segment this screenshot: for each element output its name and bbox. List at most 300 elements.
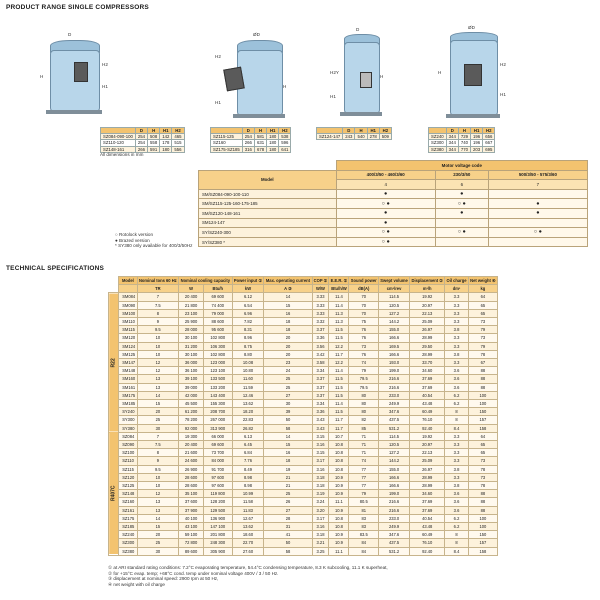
tech-row (109, 309, 498, 317)
tech-header-cell: Net weight ④ (470, 278, 496, 284)
tech-model-cell: SZ148 (119, 490, 137, 498)
tech-value-cell: 3.33 (312, 309, 329, 317)
dim-value-cell: 540 (355, 134, 367, 140)
tech-row (109, 375, 498, 383)
dim-value-cell: 266 (242, 140, 254, 146)
tech-model-cell: SZ110 (119, 457, 137, 465)
tech-value-cell: 26 900 (179, 465, 204, 473)
dim-value-cell: 591 (148, 146, 160, 152)
tech-value-cell: 83 (349, 523, 379, 531)
tech-value-cell: 8 (137, 449, 179, 457)
tech-header-cell: Swept volume (380, 278, 408, 284)
tech-value-cell: 13 (137, 498, 179, 506)
tech-value-cell: 347.6 (379, 408, 410, 416)
tech-model-cell: SZ161 (119, 506, 137, 514)
tech-value-cell: 59 100 (179, 531, 204, 539)
tech-value-cell: 80 (349, 408, 379, 416)
tech-value-cell: 97 600 (204, 473, 233, 481)
dim-value-cell: 180 (267, 140, 279, 146)
tech-value-cell: 45 500 (179, 400, 204, 408)
tech-value-cell: 12.46 (232, 391, 264, 399)
tech-row (109, 359, 498, 367)
tech-value-cell: 79 000 (204, 309, 233, 317)
tech-corner-cell (109, 285, 119, 293)
tech-value-cell: 13 (137, 506, 179, 514)
tech-value-cell: 8 (137, 309, 179, 317)
tech-header-cell: Power input ① (233, 278, 263, 284)
tech-model-cell: SM124 (119, 342, 137, 350)
tech-value-cell: 18.20 (232, 408, 264, 416)
tech-value-cell: 10.8 (329, 523, 349, 531)
tech-unit-cell: W (179, 285, 204, 293)
tech-value-cell: 11.83 (232, 506, 264, 514)
tech-value-cell: 22.13 (410, 449, 445, 457)
tech-value-cell: 88 (468, 490, 497, 498)
dim-value-cell: 695 (483, 146, 495, 152)
tech-value-cell: 23 (264, 359, 312, 367)
tech-value-cell: 22.70 (232, 539, 264, 547)
tech-row (109, 367, 498, 375)
tech-value-cell: 80.5 (349, 498, 379, 506)
tech-value-cell: 80 (349, 391, 379, 399)
motor-voltage-cell: 500/3/50 - 575/3/60 (488, 170, 587, 180)
tech-value-cell: 65 (468, 449, 497, 457)
tech-value-cell: 92 000 (179, 424, 204, 432)
dim-value-cell: 740 (458, 140, 470, 146)
label-h1: H1 (215, 100, 221, 105)
tech-value-cell: 3.37 (312, 326, 329, 334)
tech-value-cell: 133 200 (204, 383, 233, 391)
label-h1: H1 (330, 94, 336, 99)
dim-value-cell: 254 (135, 134, 147, 140)
tech-value-cell: 25.09 (410, 457, 445, 465)
tech-value-cell: 11.7 (329, 424, 349, 432)
tech-model-cell: SM125 (119, 350, 137, 358)
dim-value-cell: 196 (471, 134, 483, 140)
tech-value-cell: 127.2 (379, 449, 410, 457)
tech-value-cell: 30 (137, 424, 179, 432)
tech-model-cell: SM160 (119, 375, 137, 383)
tech-value-cell: 60.49 (410, 531, 445, 539)
tech-value-cell: 128 200 (204, 498, 233, 506)
tech-value-cell: 158 (468, 547, 497, 555)
tech-value-cell: 24 (264, 367, 312, 375)
tech-unit-cell: kg (468, 285, 497, 293)
dim-model-cell: SZ175-SZ185 (211, 146, 243, 152)
tech-value-cell: 72 800 (179, 539, 204, 547)
dim-model-cell: SZ124-147 (317, 134, 343, 140)
tech-value-cell: 39 100 (179, 375, 204, 383)
dim-value-cell: 508 (148, 134, 160, 140)
tech-model-cell: SM175 (119, 391, 137, 399)
tech-header-cell: COP ① (313, 278, 328, 284)
tech-model-cell: SY300 (119, 416, 137, 424)
tech-value-cell: 79 (349, 490, 379, 498)
tech-value-cell: 83 (349, 514, 379, 522)
tech-value-cell: 76 (349, 350, 379, 358)
tech-value-cell: 8.98 (232, 482, 264, 490)
tech-value-cell: 76.10 (410, 539, 445, 547)
tech-value-cell: 28 600 (179, 482, 204, 490)
dim-value-cell: 558 (148, 140, 160, 146)
tech-value-cell: 3.6 (445, 383, 469, 391)
tech-value-cell: 25 900 (179, 318, 204, 326)
dim-value-cell: 770 (458, 146, 470, 152)
tech-value-cell: 10 (137, 473, 179, 481)
dim-model-cell: SZ148-161 (101, 146, 136, 152)
tech-value-cell: 19.92 (410, 293, 445, 301)
tech-value-cell: 3.25 (312, 547, 329, 555)
tech-value-cell: 10.7 (329, 432, 349, 440)
tech-value-cell: 18 (264, 326, 312, 334)
tech-row (109, 531, 498, 539)
dim-value-cell: 316 (242, 146, 254, 152)
motor-voltage-cell: 230/3/50 (435, 170, 488, 180)
tech-value-cell: 80 (349, 400, 379, 408)
motor-mark-cell: ● (336, 208, 435, 218)
dim-value-cell: 667 (483, 140, 495, 146)
tech-model-cell: SM100 (119, 309, 137, 317)
tech-value-cell: 39 (264, 408, 312, 416)
tech-value-cell: 3.37 (312, 383, 329, 391)
tech-row (109, 326, 498, 334)
tech-value-cell: 43.48 (410, 400, 445, 408)
tech-value-cell: 28.99 (410, 350, 445, 358)
tech-value-cell: 233.0 (379, 391, 410, 399)
motor-mark-cell (435, 237, 488, 247)
tech-value-cell: 3.8 (445, 350, 469, 358)
tech-value-cell: 3.3 (445, 293, 469, 301)
tech-value-cell: 78 200 (179, 416, 204, 424)
tech-value-cell: 10 (137, 334, 179, 342)
tech-value-cell: 136 900 (204, 514, 233, 522)
dim-value-cell: 678 (254, 146, 266, 152)
tech-value-cell: 8.4 (445, 424, 469, 432)
tech-value-cell: 347.6 (379, 531, 410, 539)
tech-value-cell: 23 100 (179, 309, 204, 317)
tech-value-cell: 65 (468, 441, 497, 449)
tech-value-cell: 14 (137, 391, 179, 399)
tech-value-cell: 26 (264, 498, 312, 506)
legend-brazed: ● Brazed version (115, 237, 150, 243)
tech-value-cell: 28.99 (410, 334, 445, 342)
tech-value-cell: 3.20 (312, 506, 329, 514)
tech-value-cell: 11.5 (329, 408, 349, 416)
compressor-drawing-1 (40, 32, 110, 120)
tech-value-cell: 157 (468, 539, 497, 547)
tech-value-cell: 11.7 (329, 350, 349, 358)
motor-row (199, 189, 588, 199)
tech-value-cell: 3.6 (445, 498, 469, 506)
tech-value-cell: 37 900 (179, 506, 204, 514)
tech-header-cell: Max. operating current (265, 278, 311, 284)
tech-value-cell: 15 (137, 523, 179, 531)
tech-value-cell: 34.60 (410, 490, 445, 498)
tech-value-cell: 78 (468, 350, 497, 358)
tech-value-cell: 70 (349, 309, 379, 317)
tech-value-cell: 3.6 (445, 506, 469, 514)
tech-value-cell: 97 600 (204, 482, 233, 490)
tech-model-cell: SZ185 (119, 523, 137, 531)
tech-value-cell: 28.99 (410, 473, 445, 481)
tech-value-cell: 37 600 (179, 498, 204, 506)
tech-value-cell: 10.9 (329, 482, 349, 490)
tech-value-cell: 20 (264, 350, 312, 358)
tech-value-cell: 216.6 (379, 383, 410, 391)
tech-value-cell: 79.5 (349, 383, 379, 391)
tech-value-cell: 267 000 (204, 416, 233, 424)
tech-value-cell: 79 (468, 326, 497, 334)
tech-value-cell: 102 800 (204, 350, 233, 358)
tech-model-cell: SZ160 (119, 498, 137, 506)
tech-value-cell: 3.33 (312, 301, 329, 309)
label-h2: H2 (500, 62, 506, 67)
tech-value-cell: 216.6 (379, 506, 410, 514)
dim-header-cell: D (242, 128, 254, 134)
tech-value-cell: 12.67 (232, 514, 264, 522)
dim-table-2 (210, 127, 291, 153)
motor-code-cell: 6 (435, 180, 488, 190)
tech-value-cell: 10.80 (232, 367, 264, 375)
tech-value-cell: 193.0 (379, 359, 410, 367)
dim-model-cell: SZ300 (429, 140, 447, 146)
tech-row (109, 424, 498, 432)
tech-value-cell: 67 (468, 359, 497, 367)
tech-value-cell: 3.8 (445, 482, 469, 490)
tech-value-cell: 166.6 (379, 350, 410, 358)
label-h1: H1 (102, 84, 108, 89)
dim-header-cell: H (148, 128, 160, 134)
tech-row (109, 457, 498, 465)
tech-model-cell: SZ120 (119, 473, 137, 481)
tech-value-cell: 26.97 (410, 465, 445, 473)
motor-mark-cell: ● (488, 199, 587, 209)
tech-value-cell: 3.43 (312, 416, 329, 424)
motor-mark-cell: ○ ● (488, 228, 587, 238)
tech-value-cell: 100 (468, 391, 497, 399)
motor-voltage-row (199, 170, 588, 180)
tech-value-cell: 216.6 (379, 375, 410, 383)
dim-value-cell: 729 (458, 134, 470, 140)
tech-value-cell: 233.0 (379, 514, 410, 522)
tech-value-cell: 64 (468, 293, 497, 301)
tech-value-cell: 92.40 (410, 424, 445, 432)
motor-row (199, 228, 588, 238)
tech-value-cell: 11.4 (329, 301, 349, 309)
tech-value-cell: 114.5 (379, 432, 410, 440)
tech-row (109, 523, 498, 531)
tech-value-cell: 12.2 (329, 359, 349, 367)
tech-model-cell: SZ300 (119, 539, 137, 547)
tech-value-cell: 10.8 (329, 449, 349, 457)
tech-value-cell: 19.92 (410, 432, 445, 440)
tech-value-cell: 25 (264, 383, 312, 391)
dim-header-cell: H1 (471, 128, 483, 134)
tech-value-cell: 20 400 (179, 293, 204, 301)
motor-voltage-table (198, 160, 588, 247)
tech-value-cell: 3.16 (312, 465, 329, 473)
tech-value-cell: 73 (468, 334, 497, 342)
tech-value-cell: 25 (264, 490, 312, 498)
tech-value-cell: 61 200 (179, 408, 204, 416)
motor-model-cell: SM/SZ120-148-161 (199, 208, 337, 218)
tech-value-cell: 3.3 (445, 342, 469, 350)
tech-value-cell: 11.3 (329, 318, 349, 326)
motor-model-label: Model (199, 170, 337, 189)
motor-mark-cell: ● (435, 208, 488, 218)
tech-value-cell: 73 (468, 473, 497, 481)
tech-value-cell: 3.42 (312, 350, 329, 358)
tech-value-cell: 20.97 (410, 301, 445, 309)
tech-value-cell: 88 600 (204, 318, 233, 326)
tech-value-cell: 64 (468, 432, 497, 440)
tech-value-cell: 7.5 (137, 301, 179, 309)
dim-model-cell: SZ160 (211, 140, 243, 146)
tech-value-cell: 14 (264, 432, 312, 440)
tech-value-cell: 133 500 (204, 375, 233, 383)
tech-value-cell: 10 (137, 350, 179, 358)
tech-value-cell: 13 (137, 383, 179, 391)
tech-value-cell: 69 600 (204, 293, 233, 301)
tech-unit-cell: dm³ (445, 285, 469, 293)
tech-value-cell: 3.33 (312, 293, 329, 301)
tech-value-cell: 6.2 (445, 523, 469, 531)
motor-mark-cell: ○ ● (336, 199, 435, 209)
tech-value-cell: 10.9 (329, 539, 349, 547)
footnote-2: ② for +15°C evap. temp; +68°C cond. temp under nominal voltage 400V / 3 / 50 Hz. (108, 570, 279, 576)
label-h2: H2 (215, 54, 221, 59)
tech-model-cell: SZ380 (119, 547, 137, 555)
tech-value-cell: 11.1 (329, 498, 349, 506)
legend-rotolock: ○ Rotolock version (115, 232, 154, 237)
tech-value-cell: 8.75 (232, 342, 264, 350)
tech-model-cell: SZ090 (119, 441, 137, 449)
tech-value-cell: 3.3 (445, 449, 469, 457)
motor-mark-cell (488, 218, 587, 228)
tech-value-cell: 3.36 (312, 334, 329, 342)
dim-header-cell: H2 (172, 128, 184, 134)
tech-value-cell: 21 800 (179, 301, 204, 309)
tech-value-cell: 11.60 (232, 375, 264, 383)
dim-row (429, 140, 495, 146)
motor-model-cell: SM/SZ115-125-160-175-185 (199, 199, 337, 209)
tech-value-cell: 11.5 (329, 326, 349, 334)
tech-value-cell: 6.96 (232, 309, 264, 317)
tech-value-cell: 100 (468, 523, 497, 531)
tech-value-cell: 10.8 (329, 514, 349, 522)
tech-value-cell: 144.2 (379, 318, 410, 326)
tech-value-cell: 6.2 (445, 514, 469, 522)
tech-value-cell: 10.8 (329, 465, 349, 473)
tech-value-cell: 10.8 (329, 441, 349, 449)
tech-value-cell: 43.48 (410, 523, 445, 531)
tech-row (109, 293, 498, 301)
tech-value-cell: 3.21 (312, 539, 329, 547)
tech-value-cell: 143 400 (204, 391, 233, 399)
tech-value-cell: 15 (264, 301, 312, 309)
tech-row (109, 342, 498, 350)
dim-row (317, 134, 392, 140)
tech-value-cell: 9 (137, 457, 179, 465)
tech-value-cell: 10 (137, 482, 179, 490)
tech-value-cell: 3.3 (445, 473, 469, 481)
tech-row (109, 547, 498, 555)
dim-value-cell: 278 (367, 134, 379, 140)
motor-mark-cell (435, 218, 488, 228)
tech-value-cell: 3.6 (445, 490, 469, 498)
tech-value-cell: 3.16 (312, 523, 329, 531)
tech-value-cell: 531.2 (379, 424, 410, 432)
tech-value-cell: 11.5 (329, 391, 349, 399)
dim-model-cell: SZ115-125 (211, 134, 243, 140)
motor-mark-cell: ● (488, 208, 587, 218)
tech-specs-title: TECHNICAL SPECIFICATIONS (6, 265, 105, 272)
tech-value-cell: 7.82 (232, 318, 264, 326)
tech-value-cell: 114.5 (379, 293, 410, 301)
tech-value-cell: 7 (137, 432, 179, 440)
tech-value-cell: 3.15 (312, 449, 329, 457)
motor-mark-cell: ● (336, 189, 435, 199)
tech-value-cell: 3.18 (312, 531, 329, 539)
tech-row (109, 498, 498, 506)
tech-value-cell: 82 (349, 416, 379, 424)
tech-value-cell: 77 (349, 465, 379, 473)
tech-value-cell: 73 (349, 342, 379, 350)
motor-row (199, 199, 588, 209)
tech-value-cell: 12 (137, 490, 179, 498)
tech-value-cell: 129 500 (204, 506, 233, 514)
footnote-1: ① at ARI standard rating conditions: 7.2°C evaporating temperature, 54.4°C condensing temperature, 8.3 K subcooling, 11.1 K superheat, (108, 565, 388, 570)
tech-unit-cell: cm³/rev (379, 285, 410, 293)
tech-value-cell: 88 (468, 506, 497, 514)
tech-value-cell: 74 400 (204, 301, 233, 309)
tech-value-cell: 76.10 (410, 416, 445, 424)
tech-value-cell: 3.3 (445, 457, 469, 465)
tech-value-cell: 76 (349, 334, 379, 342)
dim-row (429, 134, 495, 140)
dim-model-cell: SZ110-120 (101, 140, 136, 146)
footnotes (108, 565, 588, 587)
dim-value-cell: 556 (172, 146, 184, 152)
tech-value-cell: 58 (264, 424, 312, 432)
tech-value-cell: 21 (264, 473, 312, 481)
tech-value-cell: 95 600 (204, 326, 233, 334)
tech-value-cell: 21 (264, 482, 312, 490)
tech-value-cell: 100 (468, 400, 497, 408)
dim-value-cell: 581 (254, 134, 266, 140)
tech-value-cell: 92.40 (410, 547, 445, 555)
dim-row (211, 146, 291, 152)
tech-specs-table (108, 276, 498, 556)
tech-row (109, 465, 498, 473)
tech-value-cell: 19 (264, 465, 312, 473)
tech-value-cell: 313 900 (204, 424, 233, 432)
dim-value-cell: 641 (279, 146, 291, 152)
tech-model-cell: SM090 (119, 301, 137, 309)
label-h: H (380, 74, 384, 79)
tech-value-cell: 11.4 (329, 400, 349, 408)
tech-value-cell: 10 (137, 342, 179, 350)
tech-value-cell: 3.8 (445, 465, 469, 473)
tech-model-cell: SM161 (119, 383, 137, 391)
tech-value-cell: 531.2 (379, 547, 410, 555)
dim-value-cell: 178 (160, 140, 172, 146)
tech-value-cell: 40 100 (179, 514, 204, 522)
tech-value-cell: 28 600 (179, 473, 204, 481)
tech-value-cell: 3.56 (312, 342, 329, 350)
dim-value-cell: 656 (483, 134, 495, 140)
tech-value-cell: 88 (468, 498, 497, 506)
